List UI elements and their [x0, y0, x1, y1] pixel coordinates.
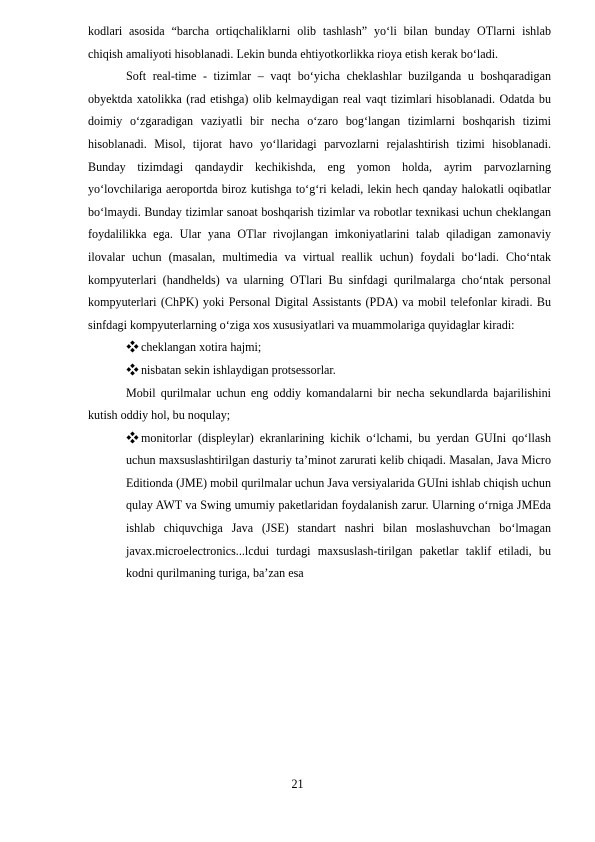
bullet-item-processors-text: nisbatan sekin ishlaydigan protsessorlar. — [141, 362, 336, 377]
bullet-item-monitors — [88, 427, 551, 585]
paragraph-mobile-devices: Mobil qurilmalar uchun eng oddiy komandalarni bir necha sekundlarda bajarilishini kutish oddiy hol, bu noqulay; — [88, 385, 551, 423]
bullet-item-memory-text: cheklangan xotira hajmi; — [141, 340, 262, 355]
four-diamond-bullet-icon — [126, 431, 139, 444]
page-number: 21 — [291, 777, 304, 791]
four-diamond-bullet-icon — [126, 340, 139, 353]
paragraph-soft-real-time: Soft real-time - tizimlar – vaqt bo‘yicha cheklashlar buzilganda u boshqaradigan obyektda xatolikka (rad etishga) olib kelmaydigan real vaqt tizimlari hisoblanadi. Odatda bu doimiy o‘zgaradigan vaziyatli bir necha o‘zaro bog‘langan tizimlarni boshqarish tizimi hisoblanadi. Misol, tijorat havo yo‘llaridagi parvozlarni rejalashtirish tizimi hisoblanadi. Bunday tizimdagi qandaydir kechikishda, eng yomon holda, ayrim parvozlarning yo‘lovchilariga aeroportda biroz kutishga to‘g‘ri keladi, lekin hech qanday halokatli oqibatlar bo‘lmaydi. Bunday tizimlar sanoat boshqarish tizimlar va robotlar texnikasi uchun cheklangan foydalilikka ega. Ular yana OTlar rivojlangan imkoniyatlarini talab qiladigan zamonaviy ilovalar uchun (masalan, multimedia va virtual reallik uchun) foydali bo‘ladi. Cho‘ntak kompyuterlari (handhelds) va ularning OTlari Bu sinfdagi qurilmalarga cho‘ntak personal kompyuterlari (ChPK) yoki Personal Digital Assistants (PDA) va mobil telefonlar kiradi. Bu sinfdagi kompyuterlarning o‘ziga xos xususiyatlari va muammolariga quyidaglar kiradi: — [88, 69, 551, 332]
paragraph-continuation: kodlari asosida “barcha ortiqchaliklarni olib tashlash” yo‘li bilan bunday OTlarni ishlab chiqish amaliyoti hisoblanadi. Lekin bunda ehtiyotkorlikka rioya etish kerak bo‘ladi. — [88, 24, 551, 61]
bullet-item-processors — [88, 359, 551, 382]
bullet-item-memory — [88, 336, 551, 359]
bullet-item-monitors-text: monitorlar (displeylar) ekranlarining kichik o‘lchami, bu yerdan GUIni qo‘llash uchun maxsuslashtirilgan dasturiy ta’minot zarurati kelib chiqadi. Masalan, Java Micro Editionda (JME) mobil qurilmalar uchun Java versiyalarida GUIni ishlab chiqish uchun qulay AWT va Swing umumiy paketlaridan foydalanish zarur. Ularning o‘rniga JMEda ishlab chiquvchiga Java (JSE) standart nashri bilan moslashuvchan bo‘lmagan javax.microelectronics...lcdui turdagi maxsuslash-tirilgan paketlar taklif etiladi, bu kodni qurilmaning turiga, ba’zan esa — [126, 430, 551, 581]
four-diamond-bullet-icon — [126, 363, 139, 376]
body-text — [88, 20, 551, 585]
